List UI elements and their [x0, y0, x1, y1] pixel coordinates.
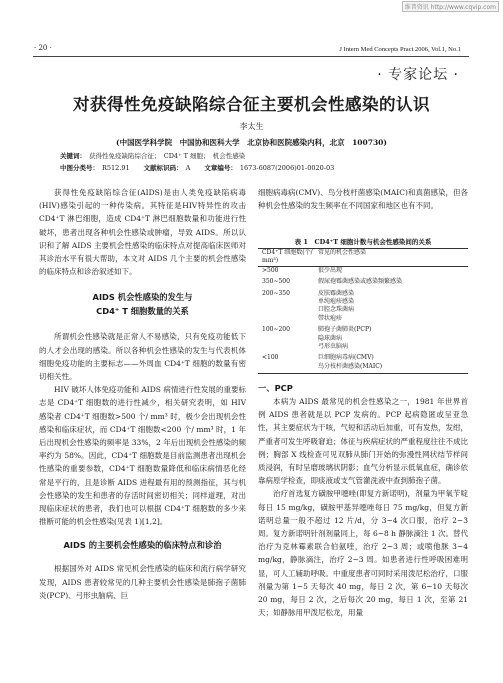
infection-cell: 假尿孢霉菌感染或感染频繁感染	[318, 278, 403, 286]
infection-cell: 肺孢子菌肺炎(PCP)	[318, 326, 372, 334]
left-column	[39, 186, 246, 602]
cd4-count-cell	[258, 363, 318, 371]
section-heading-cd4-line2: CD4⁺ T 细胞数量的关系	[96, 306, 189, 317]
pcp-subheading: 一、PCP	[258, 383, 293, 393]
cd4-count-cell: >500	[262, 266, 279, 274]
table-header-row	[258, 249, 468, 266]
table-row	[258, 326, 468, 334]
table-row	[258, 306, 468, 314]
section-tag: · 专家论坛 ·	[377, 67, 459, 83]
cd4-count-cell: 100~200	[262, 326, 290, 334]
keywords-line	[60, 151, 245, 160]
clc-label: 中图分类号：	[60, 164, 99, 172]
right-column-body	[258, 381, 468, 619]
table-header-count: CD4⁺T 细胞数(个/ mm³)	[262, 249, 313, 265]
article-title: 对获得性免疫缺陷综合征主要机会性感染的认识	[73, 95, 430, 114]
doc-code: A	[185, 164, 191, 172]
body-paragraph: 根据国外对 AIDS 常见机会性感染的临床和流行病学研究发现，AIDS 患者较常见的几种主要机会性感染是肺孢子菌肺炎(PCP)、弓形虫脑病、巨	[39, 564, 246, 600]
table-row	[258, 354, 468, 362]
table-title: 表 1 CD4⁺T 细胞计数与机会性感染间的关系	[294, 238, 432, 246]
cd4-count-cell: 350~500	[262, 278, 290, 286]
pcp-paragraph: 本病为 AIDS 最常见的机会性感染之一，1981 年世界首例 AIDS 患者就是以 PCP 发病的。PCP 起病隐匿或呈亚急性，其主要症状为干咳，气短和活动后加重，可有发热，发绀，严重者可发生呼吸窘迫；体征与疾病症状的严重程度往往不成比例；胸部 X 线检查可见双肺从肺门开始的弥漫性网状结节样间质浸润，有时呈磨玻璃状阴影；血气分析显示低氧血症，确诊依靠病原学检查，即痰液或支气管灌洗液中查到肺孢子菌。	[258, 397, 468, 486]
infection-cell: 巨细胞病毒病(CMV)	[318, 354, 374, 362]
article-no-label: 文章编号：	[204, 164, 237, 172]
infection-cell: 弓形虫脑病	[318, 343, 349, 351]
cd4-count-cell	[258, 298, 318, 306]
intro-paragraph: 获得性免疫缺陷综合征(AIDS)是由人类免疫缺陷病毒(HIV)感染引起的一种传染病。其特征是HIV特异性的攻击 CD4⁺T 淋巴细胞，造成 CD4⁺T 淋巴细胞数量和功能进行性破坏，患者出现各种机会性感染或肿瘤，导致 AIDS。所以认识和了解 AIDS 主要机会性感染的临床特点对提高临床医师对其诊治水平有很大帮助，本文对 AIDS 几个主要的机会性感染的临床特点和诊治叙述如下。	[39, 188, 246, 277]
section-heading-clinical: AIDS 的主要机会性感染的临床特点和诊治	[63, 540, 222, 551]
table-row	[258, 363, 468, 371]
infection-cell: 单纯疱疹感染	[318, 298, 355, 306]
section-heading-cd4-line1: AIDS 机会性感染的发生与	[92, 292, 193, 303]
cd4-count-cell	[258, 343, 318, 351]
doc-code-label: 文献标识码：	[143, 164, 183, 172]
table-header-infection: 常见的机会性感染	[318, 249, 367, 256]
body-paragraph: 所谓机会性感染就是正常人不易感染，只有免疫功能低下的人才会出现的感染。所以各种机会性感染的发生与代表机体细胞免疫功能的主要标志——外周血 CD4⁺T 细胞的数量有密切相关性。	[39, 332, 246, 382]
classification-line	[60, 163, 334, 172]
author-affiliation: (中国医学科学院 中国协和医科大学 北京协和医院感染内科，北京 100730)	[116, 138, 387, 147]
header-rule	[33, 56, 469, 57]
cd4-count-cell	[258, 306, 318, 314]
cd4-count-cell: 200~350	[262, 289, 290, 297]
pcp-treatment-paragraph: 治疗首选复方磺胺甲噁唑(即复方新诺明)，剂量为甲氧苄啶每日 15 mg/kg，磺胺甲基异噁唑每日 75 mg/kg，但复方新诺明总量一般不超过 12 片/d，分 3~4 次口服，治疗 2~3 周。复方新诺明针剂剂量同上，每 6~8 h 静脉滴注 1 次。替代治疗为克林霉素联合伯氨喹，治疗 2~3 周；或喷他脒 3~4 mg/kg，静脉滴注，治疗 2~3 周。如患者进行性呼吸困难明显，可人工辅助呼吸。中重度患者可同时采用泼尼松治疗，口服剂量为第 1~5 天每次 40 mg，每日 2 次，第 6~10 天每次 20 mg，每日 2 次，之后每次 20 mg，每日 1 次，至第 21 天；如静脉用甲泼尼松龙，用量	[258, 489, 468, 618]
journal-header: J Intern Med Concepts Pract 2006, Vol.1, No.1	[339, 46, 461, 53]
keywords-label: 关键词：	[60, 152, 86, 160]
continued-paragraph: 细胞病毒病(CMV)、鸟分枝杆菌感染(MAIC)和真菌感染，但各种机会性感染的发生频率在不同国家和地区也有不同。	[258, 188, 468, 211]
infection-cell: 隐球菌病	[318, 334, 343, 342]
infection-cell: 带状疱疹	[318, 314, 343, 322]
article-number: 1673-6087(2006)01-0020-03	[239, 164, 335, 172]
right-column-intro	[258, 186, 468, 212]
table-row	[258, 343, 468, 351]
table-row	[258, 290, 468, 298]
infection-cell: 皮肤霉菌感染	[318, 289, 355, 297]
body-paragraph: HIV 破坏人体免疫功能和 AIDS 病情进行性发展的重要标志是 CD4⁺T 细胞数的进行性减少，相关研究表明，如 HIV 感染者 CD4⁺T 细胞数>500 个/ mm³ 时，极少会出现机会性感染和临床症状，而 CD4⁺T 细胞数<200 个/ mm³ 时，1 年后出现机会性感染的频率是 33%，2 年后出现机会性感染的频率约为 58%。因此，CD4⁺T 细胞数是目前监测患者出现机会性感染的重要参数，CD4⁺T 细胞数量降低和临床病情恶化经常是平行的，且是诊断 AIDS 进程最有用的预测指征，其与机会性感染的发生和患者的存活时间密切相关；同样道理，对出现临床症状的患者，我们也可以根据 CD4⁺T 细胞数的多少来推断可能的机会性感染(见表 1)[1,2]。	[39, 385, 246, 527]
table-body	[258, 267, 468, 371]
cd4-count-cell	[258, 335, 318, 343]
infection-cell: 鸟分枝杆菌感染(MAIC)	[318, 362, 383, 370]
page-number: · 20 ·	[34, 44, 52, 52]
table-row	[258, 267, 468, 275]
cd4-count-cell: <100	[262, 354, 279, 362]
cd4-infection-table	[258, 248, 468, 374]
clc-number: R512.91	[102, 164, 130, 172]
table-row	[258, 335, 468, 343]
article-author: 李太生	[239, 122, 264, 131]
infection-cell: 口腔念珠菌病	[318, 306, 355, 314]
infection-cell: 很少出现	[318, 266, 343, 274]
table-row	[258, 278, 468, 286]
table-row	[258, 315, 468, 323]
cd4-count-cell	[258, 315, 318, 323]
keywords: 获得性免疫缺陷综合征； CD4⁺ T 细胞； 机会性感染	[89, 152, 246, 160]
source-stamp: 维普资讯 http://www.cqvip.com	[402, 1, 499, 12]
table-row	[258, 298, 468, 306]
